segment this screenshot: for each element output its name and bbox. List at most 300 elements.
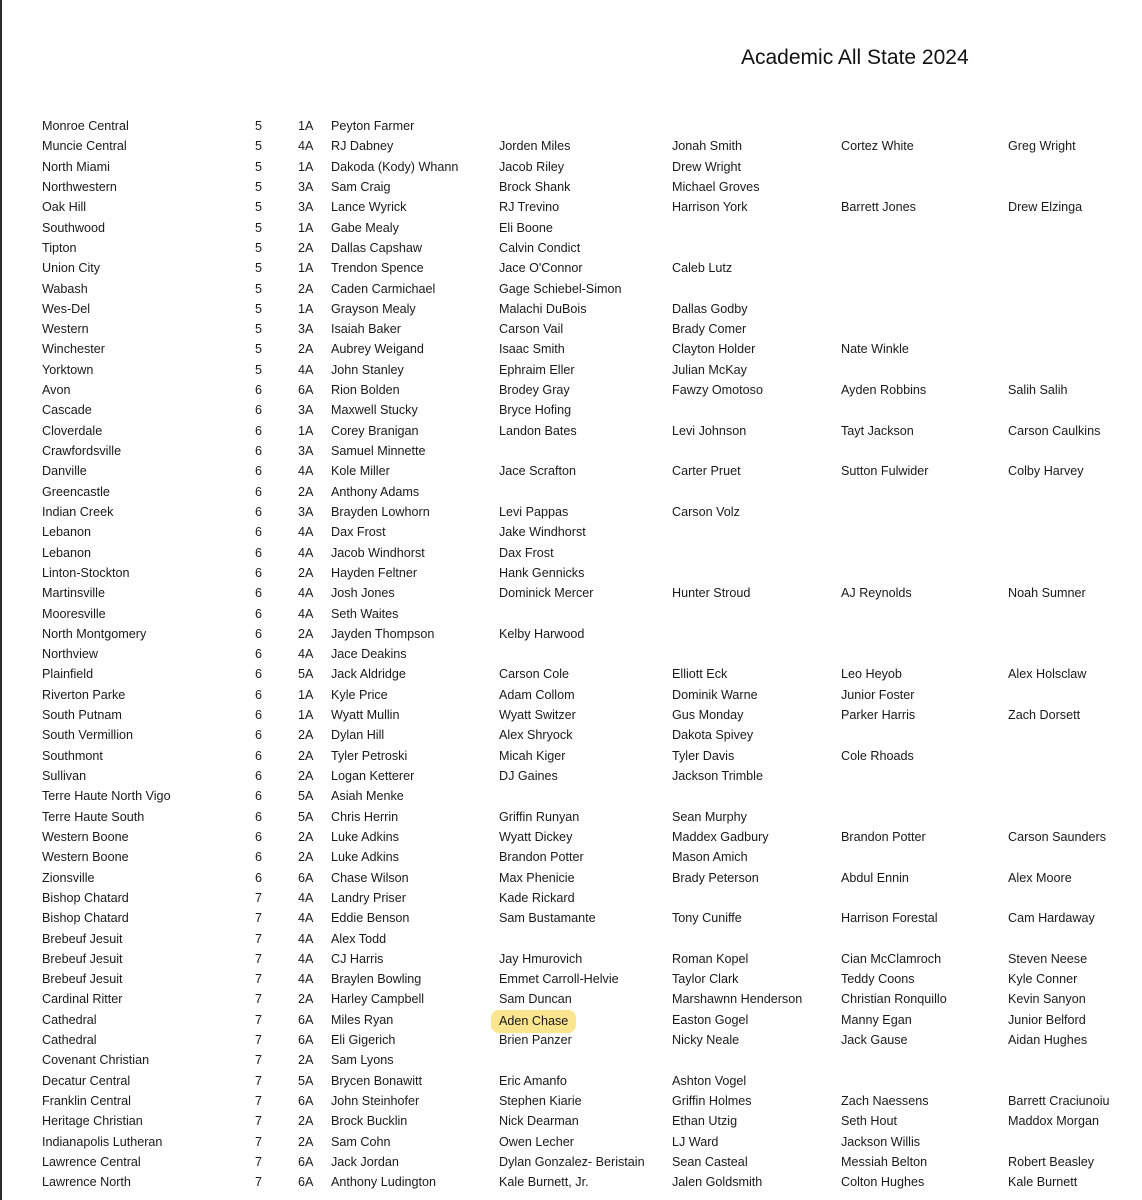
school-name: Western Boone	[42, 829, 129, 844]
player-name-1: Kole Miller	[331, 464, 390, 479]
player-name-1: Jayden Thompson	[331, 626, 435, 641]
player-name-2: Dax Frost	[499, 545, 554, 560]
class-label: 6A	[298, 1033, 314, 1048]
player-name-3: Fawzy Omotoso	[672, 383, 763, 398]
roster-row	[0, 319, 1142, 339]
player-name-3: Carson Volz	[672, 504, 740, 519]
class-label: 4A	[298, 545, 314, 560]
player-name-4: Leo Heyob	[841, 667, 902, 682]
player-name-3: Easton Gogel	[672, 1012, 749, 1027]
player-name-3: Levi Johnson	[672, 423, 747, 438]
roster-row	[0, 177, 1142, 197]
player-name-1: Dallas Capshaw	[331, 240, 422, 255]
player-name-1: Rion Bolden	[331, 383, 400, 398]
class-label: 4A	[298, 606, 314, 621]
school-name: Mooresville	[42, 606, 106, 621]
region-number: 6	[255, 403, 263, 418]
class-label: 6A	[298, 870, 314, 885]
roster-row	[0, 136, 1142, 156]
class-label: 6A	[298, 1154, 314, 1169]
player-name-3: Taylor Clark	[672, 972, 739, 987]
class-label: 2A	[298, 748, 314, 763]
class-label: 1A	[298, 708, 314, 723]
player-name-4: AJ Reynolds	[841, 586, 912, 601]
player-name-1: Tyler Petroski	[331, 748, 408, 763]
roster-row	[0, 380, 1142, 400]
class-label: 3A	[298, 322, 314, 337]
region-number: 6	[255, 667, 263, 682]
player-name-3: Drew Wright	[672, 159, 742, 174]
class-label: 1A	[298, 687, 314, 702]
player-name-1: Brycen Bonawitt	[331, 1073, 422, 1088]
player-name-1: Sam Cohn	[331, 1134, 391, 1149]
player-name-4: Jackson Willis	[841, 1134, 921, 1149]
player-name-1: Eli Gigerich	[331, 1033, 396, 1048]
player-name-3: Griffin Holmes	[672, 1094, 752, 1108]
player-name-3: Brady Comer	[672, 322, 747, 337]
class-label: 1A	[298, 119, 314, 133]
school-name: Oak Hill	[42, 200, 87, 215]
school-name: Lebanon	[42, 545, 92, 560]
player-name-4: Ayden Robbins	[841, 383, 927, 398]
class-label: 4A	[298, 525, 314, 540]
school-name: Heritage Christian	[42, 1114, 143, 1129]
region-number: 6	[255, 545, 263, 560]
player-name-3: Jonah Smith	[672, 139, 743, 154]
region-number: 7	[255, 1073, 263, 1088]
player-name-1: Dylan Hill	[331, 728, 385, 743]
roster-row	[0, 1091, 1142, 1111]
region-number: 6	[255, 423, 263, 438]
region-number: 5	[255, 159, 263, 174]
school-name: Wes-Del	[42, 301, 91, 316]
player-name-1: Chris Herrin	[331, 809, 399, 824]
roster-row	[0, 1010, 1142, 1030]
player-name-1: Lance Wyrick	[331, 200, 407, 215]
class-label: 5A	[298, 667, 314, 682]
region-number: 5	[255, 261, 263, 276]
school-name: Indianapolis Lutheran	[42, 1134, 163, 1149]
player-name-5: Carson Caulkins	[1008, 423, 1101, 438]
class-label: 4A	[298, 464, 314, 479]
class-label: 1A	[298, 301, 314, 316]
player-name-5: Cam Hardaway	[1008, 911, 1095, 926]
player-name-1: Maxwell Stucky	[331, 403, 418, 418]
player-name-5: Greg Wright	[1008, 139, 1076, 154]
class-label: 5A	[298, 1073, 314, 1088]
class-label: 4A	[298, 931, 314, 946]
school-name: Covenant Christian	[42, 1053, 150, 1068]
player-name-1: Anthony Adams	[331, 484, 420, 499]
player-name-2: Brodey Gray	[499, 383, 570, 398]
player-name-3: Roman Kopel	[672, 951, 749, 966]
player-name-1: RJ Dabney	[331, 139, 394, 154]
player-name-2: Eric Amanfo	[499, 1073, 567, 1088]
player-name-3: Ethan Utzig	[672, 1114, 738, 1129]
roster-row	[0, 868, 1142, 888]
player-name-4: Harrison Forestal	[841, 911, 938, 926]
school-name: Decatur Central	[42, 1073, 131, 1088]
player-name-4: Barrett Jones	[841, 200, 916, 215]
player-name-1: Corey Branigan	[331, 423, 419, 438]
player-name-2: Jorden Miles	[499, 139, 571, 154]
roster-row	[0, 522, 1142, 542]
player-name-3: Harrison York	[672, 200, 748, 215]
class-label: 3A	[298, 444, 314, 458]
school-name: Cardinal Ritter	[42, 992, 123, 1007]
region-number: 6	[255, 464, 263, 479]
class-label: 3A	[298, 504, 314, 519]
roster-row	[0, 1071, 1142, 1091]
player-name-1: Jack Jordan	[331, 1154, 399, 1169]
player-name-1: Peyton Farmer	[331, 119, 415, 133]
school-name: Muncie Central	[42, 139, 127, 154]
player-name-4: Brandon Potter	[841, 829, 926, 844]
player-name-1: Luke Adkins	[331, 850, 399, 865]
school-name: Riverton Parke	[42, 687, 126, 702]
player-name-3: Hunter Stroud	[672, 586, 751, 601]
school-name: Zionsville	[42, 870, 95, 885]
class-label: 4A	[298, 647, 314, 662]
school-name: Danville	[42, 464, 87, 479]
player-name-2: Brock Shank	[499, 179, 571, 194]
player-name-4: Abdul Ennin	[841, 870, 909, 885]
roster-row	[0, 604, 1142, 624]
player-name-2: RJ Trevino	[499, 200, 560, 215]
player-name-1: Jace Deakins	[331, 647, 407, 662]
player-name-1: Asiah Menke	[331, 789, 404, 804]
class-label: 1A	[298, 423, 314, 438]
player-name-4: Seth Hout	[841, 1114, 898, 1129]
region-number: 6	[255, 525, 263, 540]
class-label: 1A	[298, 220, 314, 235]
region-number: 6	[255, 809, 263, 824]
player-name-3: Jalen Goldsmith	[672, 1175, 763, 1190]
region-number: 6	[255, 484, 263, 499]
school-name: Northwestern	[42, 179, 117, 194]
player-name-4: Messiah Belton	[841, 1154, 928, 1169]
player-name-3: Dakota Spivey	[672, 728, 754, 743]
player-name-2: Eli Boone	[499, 220, 553, 235]
class-label: 2A	[298, 1134, 314, 1149]
class-label: 4A	[298, 362, 314, 377]
roster-row	[0, 807, 1142, 827]
roster-row	[0, 218, 1142, 238]
player-name-1: Grayson Mealy	[331, 301, 416, 316]
player-name-2: Adam Collom	[499, 687, 575, 702]
school-name: South Putnam	[42, 708, 122, 723]
player-name-3: Tyler Davis	[672, 748, 735, 763]
roster-row	[0, 116, 1142, 136]
class-label: 6A	[298, 1094, 314, 1108]
player-name-2: Landon Bates	[499, 423, 577, 438]
player-name-4: Sutton Fulwider	[841, 464, 929, 479]
player-name-1: Jacob Windhorst	[331, 545, 425, 560]
region-number: 6	[255, 586, 263, 601]
school-name: Wabash	[42, 281, 88, 296]
roster-row	[0, 563, 1142, 583]
region-number: 5	[255, 200, 263, 215]
player-name-1: Josh Jones	[331, 586, 395, 601]
player-name-4: Tayt Jackson	[841, 423, 914, 438]
player-name-2: Dylan Gonzalez- Beristain	[499, 1154, 645, 1169]
roster-row	[0, 238, 1142, 258]
player-name-1: Harley Campbell	[331, 992, 425, 1007]
player-name-1: Braylen Bowling	[331, 972, 422, 987]
school-name: Cloverdale	[42, 423, 103, 438]
player-name-5: Alex Moore	[1008, 870, 1072, 885]
class-label: 2A	[298, 769, 314, 783]
player-name-2: Kade Rickard	[499, 890, 575, 905]
player-name-5: Maddox Morgan	[1008, 1114, 1100, 1129]
player-name-4: Jack Gause	[841, 1033, 908, 1048]
player-name-1: Miles Ryan	[331, 1012, 394, 1027]
player-name-4: Christian Ronquillo	[841, 992, 947, 1007]
region-number: 6	[255, 647, 263, 662]
roster-row	[0, 949, 1142, 969]
class-label: 2A	[298, 281, 314, 296]
class-label: 5A	[298, 809, 314, 824]
player-name-2: Griffin Runyan	[499, 809, 580, 824]
roster-row	[0, 157, 1142, 177]
region-number: 6	[255, 728, 263, 743]
class-label: 2A	[298, 829, 314, 844]
player-name-2: Nick Dearman	[499, 1114, 579, 1129]
school-name: Lawrence North	[42, 1175, 131, 1190]
class-label: 2A	[298, 728, 314, 743]
region-number: 7	[255, 911, 263, 926]
player-name-3: Marshawnn Henderson	[672, 992, 803, 1007]
player-name-2: Jay Hmurovich	[499, 951, 583, 966]
player-name-5: Alex Holsclaw	[1008, 667, 1087, 682]
player-name-3: Gus Monday	[672, 708, 744, 723]
player-name-1: Caden Carmichael	[331, 281, 436, 296]
player-name-4: Cole Rhoads	[841, 748, 914, 763]
class-label: 2A	[298, 1114, 314, 1129]
region-number: 7	[255, 1053, 263, 1068]
region-number: 6	[255, 748, 263, 763]
player-name-1: Alex Todd	[331, 931, 387, 946]
class-label: 4A	[298, 586, 314, 601]
class-label: 5A	[298, 789, 314, 804]
school-name: Bishop Chatard	[42, 890, 129, 905]
player-name-1: Logan Ketterer	[331, 769, 415, 783]
class-label: 1A	[298, 261, 314, 276]
school-name: Northview	[42, 647, 98, 662]
class-label: 4A	[298, 890, 314, 905]
class-label: 2A	[298, 240, 314, 255]
school-name: Bishop Chatard	[42, 911, 129, 926]
roster-row	[0, 929, 1142, 949]
roster-row	[0, 339, 1142, 359]
player-name-1: Trendon Spence	[331, 261, 424, 276]
player-name-5: Kyle Conner	[1008, 972, 1078, 987]
school-name: Terre Haute South	[42, 809, 145, 824]
player-name-4: Teddy Coons	[841, 972, 915, 987]
player-name-2: Max Phenicie	[499, 870, 575, 885]
player-name-5: Steven Neese	[1008, 951, 1088, 966]
region-number: 5	[255, 301, 263, 316]
school-name: Linton-Stockton	[42, 565, 130, 580]
class-label: 2A	[298, 565, 314, 580]
page-title: Academic All State 2024	[741, 46, 969, 69]
region-number: 7	[255, 1114, 263, 1129]
player-name-2: DJ Gaines	[499, 769, 558, 783]
player-name-4: Manny Egan	[841, 1012, 912, 1027]
roster-row	[0, 1050, 1142, 1070]
player-name-3: Michael Groves	[672, 179, 760, 194]
player-name-2: Levi Pappas	[499, 504, 569, 519]
class-label: 4A	[298, 951, 314, 966]
region-number: 6	[255, 870, 263, 885]
roster-row	[0, 908, 1142, 928]
roster-row	[0, 279, 1142, 299]
player-name-2: Micah Kiger	[499, 748, 566, 763]
player-name-4: Colton Hughes	[841, 1175, 925, 1190]
player-name-4: Cortez White	[841, 139, 914, 154]
region-number: 6	[255, 687, 263, 702]
player-name-2: Sam Duncan	[499, 992, 572, 1007]
player-name-5: Zach Dorsett	[1008, 708, 1081, 723]
player-name-2: Jace Scrafton	[499, 464, 577, 479]
class-label: 2A	[298, 484, 314, 499]
roster-row	[0, 624, 1142, 644]
player-name-1: Brock Bucklin	[331, 1114, 408, 1129]
school-name: Tipton	[42, 240, 77, 255]
roster-row	[0, 1111, 1142, 1131]
player-name-3: Carter Pruet	[672, 464, 741, 479]
roster-list	[0, 116, 1142, 1193]
region-number: 6	[255, 850, 263, 865]
player-name-5: Carson Saunders	[1008, 829, 1107, 844]
player-name-1: Gabe Mealy	[331, 220, 399, 235]
class-label: 3A	[298, 179, 314, 194]
player-name-2: Hank Gennicks	[499, 565, 585, 580]
player-name-4: Nate Winkle	[841, 342, 909, 357]
region-number: 5	[255, 220, 263, 235]
player-name-5: Aidan Hughes	[1008, 1033, 1088, 1048]
player-name-2: Wyatt Switzer	[499, 708, 576, 723]
roster-row	[0, 1132, 1142, 1152]
player-name-1: Aubrey Weigand	[331, 342, 424, 357]
roster-row	[0, 1152, 1142, 1172]
player-name-2: Kale Burnett, Jr.	[499, 1175, 589, 1190]
region-number: 6	[255, 769, 263, 783]
school-name: Indian Creek	[42, 504, 114, 519]
region-number: 6	[255, 708, 263, 723]
player-name-3: Jackson Trimble	[672, 769, 763, 783]
player-name-4: Zach Naessens	[841, 1094, 929, 1108]
player-name-1: Anthony Ludington	[331, 1175, 437, 1190]
player-name-1: John Steinhofer	[331, 1094, 420, 1108]
roster-row	[0, 766, 1142, 786]
school-name: Western Boone	[42, 850, 129, 865]
player-name-2: Gage Schiebel-Simon	[499, 281, 622, 296]
player-name-2: Carson Cole	[499, 667, 569, 682]
school-name: Winchester	[42, 342, 105, 357]
player-name-1: Seth Waites	[331, 606, 399, 621]
player-name-3: Tony Cuniffe	[672, 911, 742, 926]
player-name-2: Carson Vail	[499, 322, 564, 337]
player-name-3: Dallas Godby	[672, 301, 748, 316]
player-name-5: Kale Burnett	[1008, 1175, 1078, 1190]
player-name-2: Isaac Smith	[499, 342, 565, 357]
region-number: 6	[255, 829, 263, 844]
player-name-1: CJ Harris	[331, 951, 384, 966]
player-name-2: Kelby Harwood	[499, 626, 585, 641]
player-name-1: Chase Wilson	[331, 870, 409, 885]
roster-row	[0, 725, 1142, 745]
player-name-1: Dax Frost	[331, 525, 386, 540]
region-number: 6	[255, 504, 263, 519]
player-name-1: Jack Aldridge	[331, 667, 406, 682]
player-name-3: LJ Ward	[672, 1134, 719, 1149]
region-number: 6	[255, 606, 263, 621]
school-name: Yorktown	[42, 362, 94, 377]
player-name-3: Caleb Lutz	[672, 261, 733, 276]
player-name-2: Alex Shryock	[499, 728, 573, 743]
school-name: Southmont	[42, 748, 103, 763]
class-label: 6A	[298, 1012, 314, 1027]
region-number: 6	[255, 626, 263, 641]
roster-row	[0, 583, 1142, 603]
player-name-4: Parker Harris	[841, 708, 916, 723]
roster-row	[0, 441, 1142, 461]
highlighted-player-name: Aden Chase	[491, 1010, 576, 1033]
roster-row	[0, 969, 1142, 989]
player-name-1: Wyatt Mullin	[331, 708, 400, 723]
class-label: 2A	[298, 1053, 314, 1068]
roster-row	[0, 664, 1142, 684]
school-name: Brebeuf Jesuit	[42, 931, 123, 946]
roster-row	[0, 746, 1142, 766]
player-name-2: Owen Lecher	[499, 1134, 574, 1149]
roster-row	[0, 543, 1142, 563]
player-name-5: Kevin Sanyon	[1008, 992, 1086, 1007]
class-label: 2A	[298, 992, 314, 1007]
player-name-3: Ashton Vogel	[672, 1073, 747, 1088]
region-number: 6	[255, 789, 263, 804]
roster-row	[0, 989, 1142, 1009]
player-name-3: Clayton Holder	[672, 342, 756, 357]
region-number: 7	[255, 1094, 263, 1108]
roster-row	[0, 644, 1142, 664]
class-label: 6A	[298, 1175, 314, 1190]
player-name-1: Dakoda (Kody) Whann	[331, 159, 459, 174]
region-number: 5	[255, 322, 263, 337]
region-number: 5	[255, 240, 263, 255]
player-name-2: Stephen Kiarie	[499, 1094, 582, 1108]
school-name: Western	[42, 322, 89, 337]
player-name-1: Kyle Price	[331, 687, 388, 702]
school-name: Brebeuf Jesuit	[42, 972, 123, 987]
school-name: Union City	[42, 261, 101, 276]
player-name-3: Sean Murphy	[672, 809, 747, 824]
player-name-1: Brayden Lowhorn	[331, 504, 430, 519]
region-number: 5	[255, 362, 263, 377]
player-name-1: John Stanley	[331, 362, 404, 377]
school-name: Greencastle	[42, 484, 110, 499]
roster-row	[0, 705, 1142, 725]
school-name: Monroe Central	[42, 119, 129, 133]
school-name: South Vermillion	[42, 728, 134, 743]
region-number: 5	[255, 179, 263, 194]
school-name: Plainfield	[42, 667, 94, 682]
school-name: Brebeuf Jesuit	[42, 951, 123, 966]
player-name-5: Barrett Craciunoiu	[1008, 1094, 1110, 1108]
player-name-3: Mason Amich	[672, 850, 748, 865]
school-name: Avon	[42, 383, 71, 398]
